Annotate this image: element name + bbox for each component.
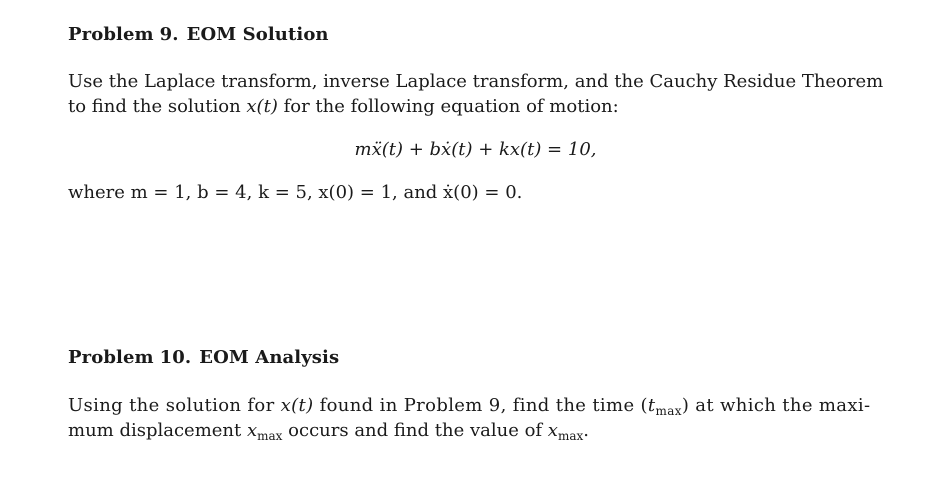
problem-10-line-2	[68, 420, 589, 441]
problem-9-line-1: Use the Laplace transform, inverse Laplace transform, and the Cauchy Residue Theorem	[68, 71, 884, 92]
xmax-var-2: x	[547, 420, 558, 441]
problem-10-line-2-text-b: occurs and find the value of	[282, 420, 548, 441]
problem-9-line-2-text-b: for the following equation of motion:	[277, 96, 619, 117]
problem-10-line-1-text-b: found in Problem 9, find the time (	[313, 395, 648, 416]
problem-9-line-2	[68, 96, 619, 117]
xmax-subscript-2: max	[557, 429, 584, 443]
tmax-subscript: max	[655, 404, 682, 418]
xmax-subscript: max	[257, 429, 283, 443]
tmax-var: t	[647, 395, 656, 416]
problem-10-title: EOM Analysis	[199, 347, 340, 368]
problem-9-where-line: where m = 1, b = 4, k = 5, x(0) = 1, and ẋ(0) = 0.	[68, 182, 523, 203]
problem-10-line-1-text-c: ) at which the maxi-	[681, 395, 871, 416]
xmax-var: x	[246, 420, 258, 441]
problem-10-label: Problem	[68, 347, 154, 368]
problem-9-label: Problem	[68, 24, 154, 45]
problem-10-line-1-text-a: Using the solution for	[68, 395, 281, 416]
problem-9-heading	[68, 24, 329, 45]
problem-9-number: 9.	[159, 24, 179, 45]
problem-9-line-2-text-a: to find the solution	[68, 96, 247, 117]
problem-10-number: 10.	[159, 347, 192, 368]
problem-10-heading	[68, 347, 339, 368]
equation-text: mẍ(t) + bẋ(t) + kx(t) = 10,	[354, 139, 597, 160]
equation-of-motion	[0, 139, 951, 160]
problem-10-line-2-text-c: .	[583, 420, 589, 441]
problem-10-line-1-var: x(t)	[280, 395, 314, 416]
problem-9-line-2-var: x(t)	[246, 96, 278, 117]
problem-9-title: EOM Solution	[186, 24, 329, 45]
problem-10-line-2-text-a: mum displacement	[68, 420, 247, 441]
problem-10-line-1	[68, 395, 870, 416]
